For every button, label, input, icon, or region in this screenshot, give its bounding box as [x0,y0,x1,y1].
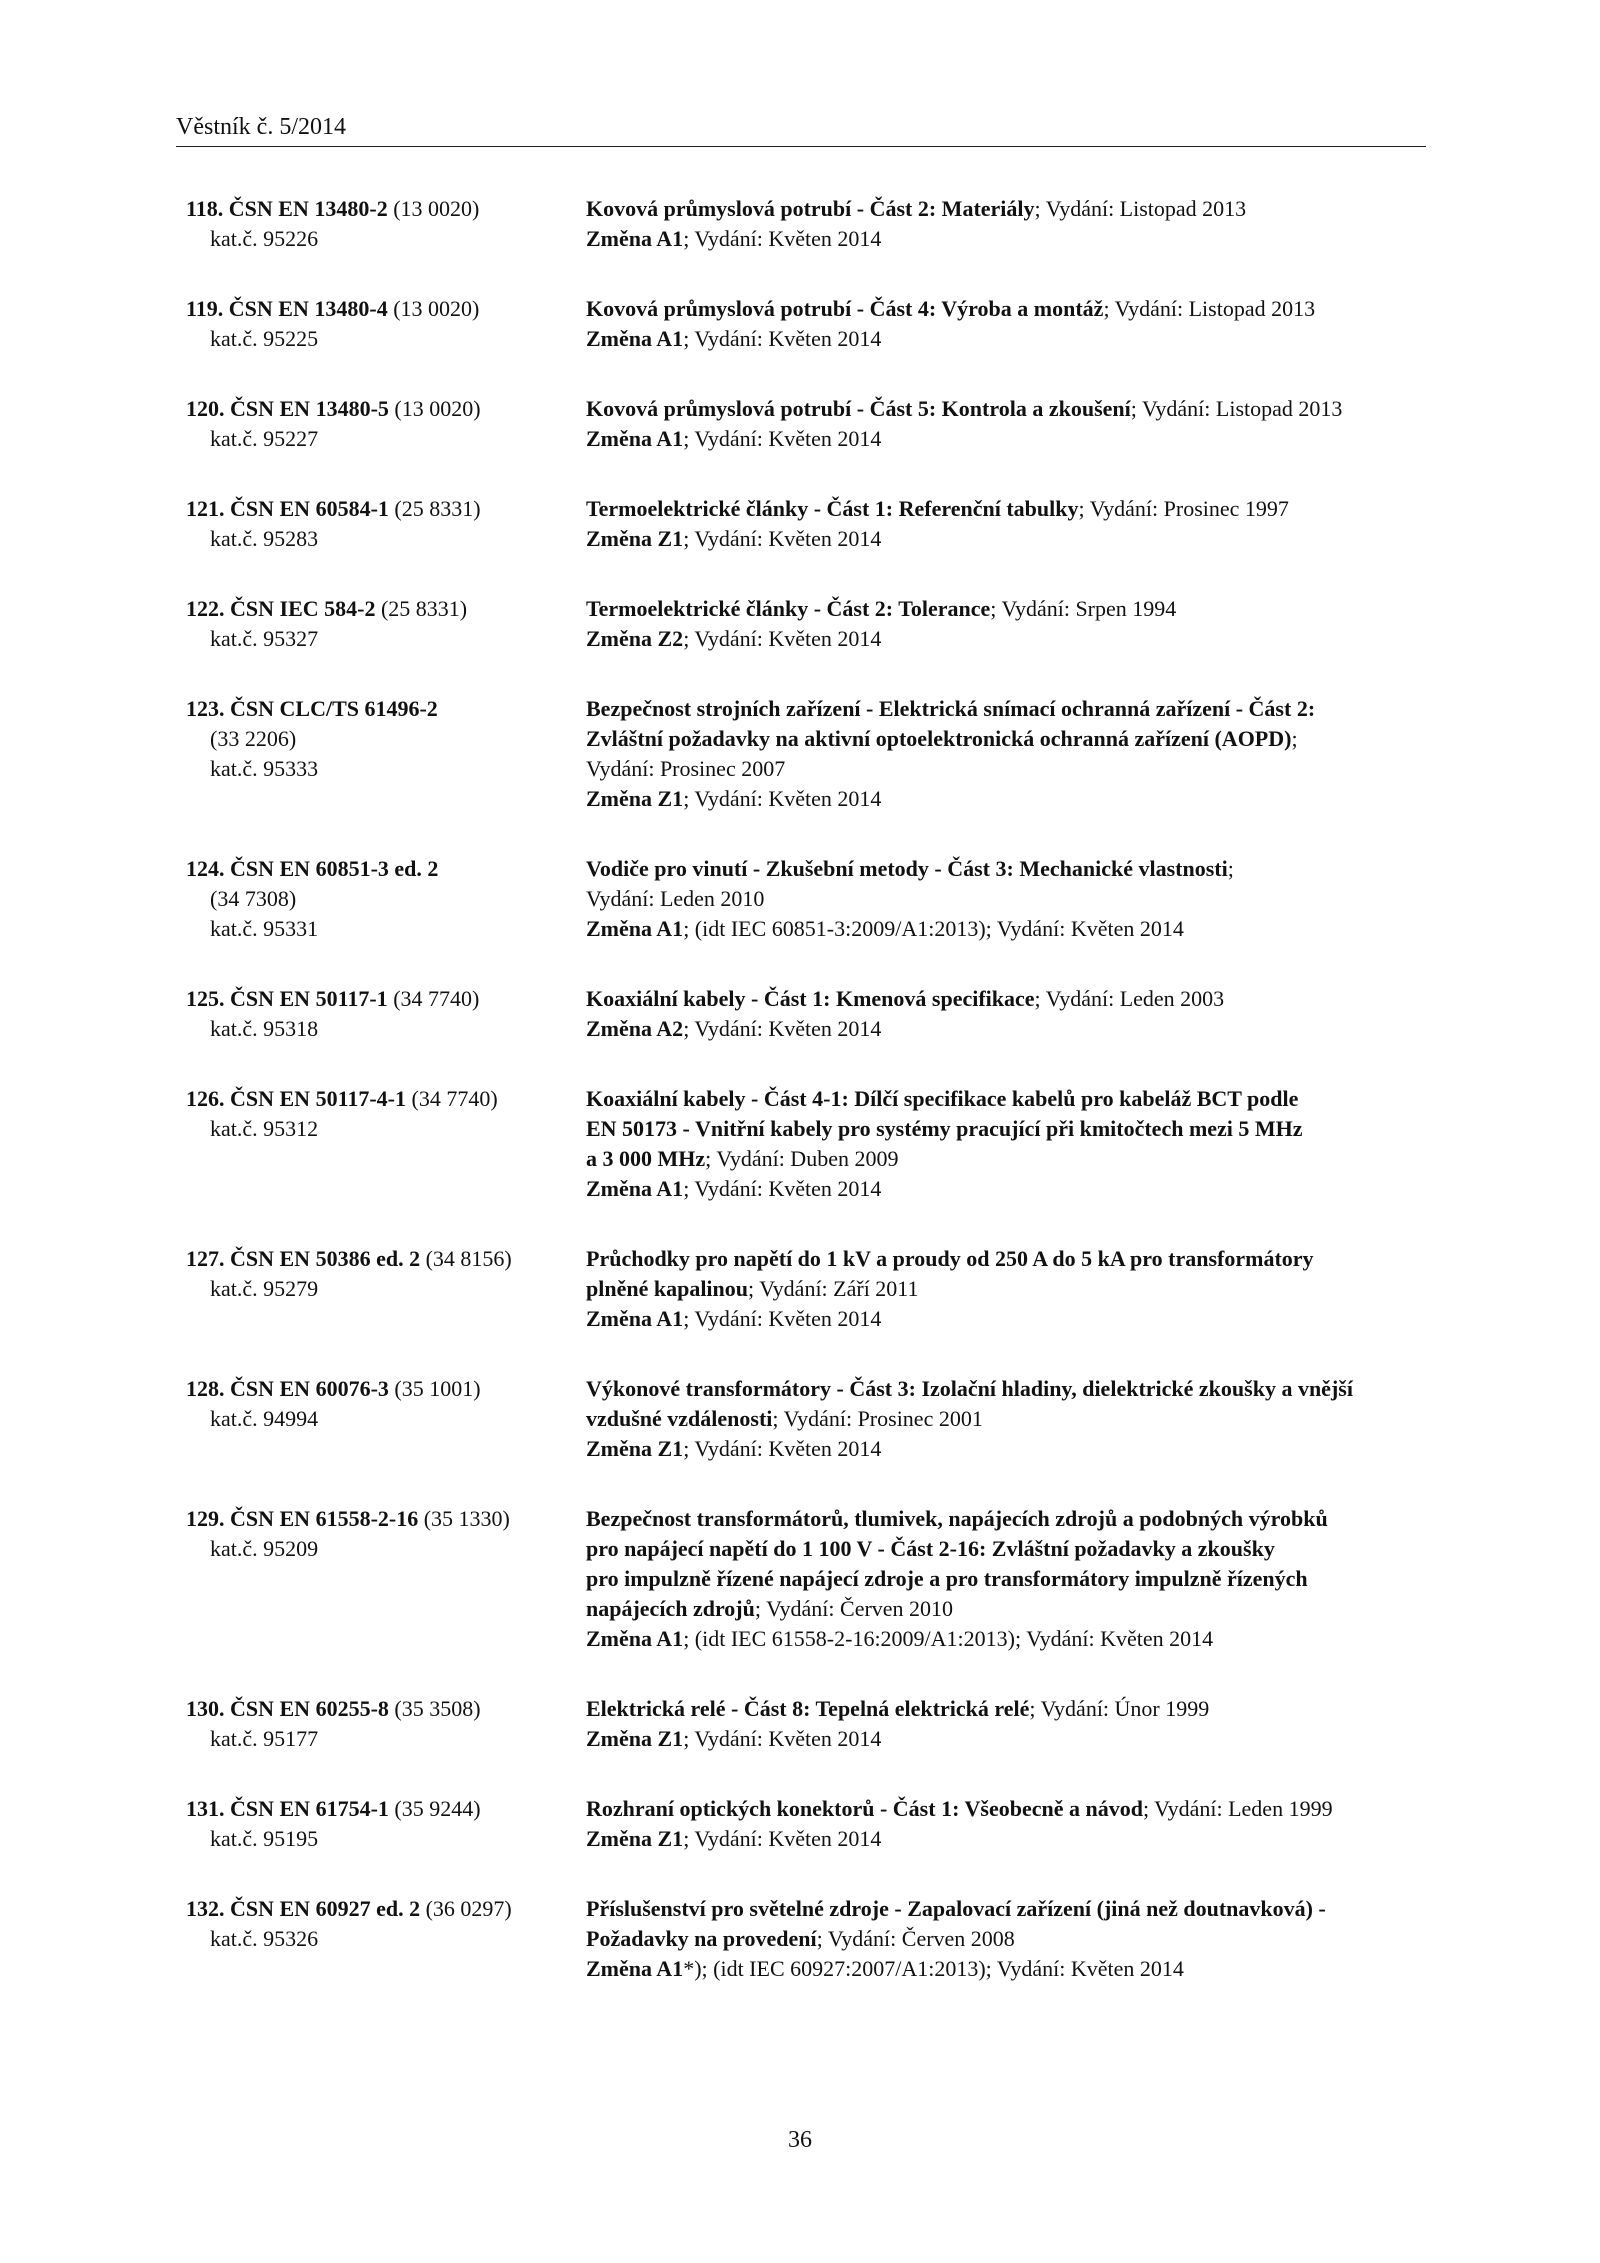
entry-number: 118. [186,196,224,221]
title-text: Změna A1 [586,426,684,451]
standard-entry [186,1244,1426,1334]
catalog-number: kat.č. 95331 [210,916,319,941]
page-number: 36 [788,2127,812,2153]
standard-identifier [186,854,586,944]
classification-number: (13 0020) [393,196,480,221]
title-text: Kovová průmyslová potrubí - Část 2: Materiály [586,196,1035,221]
description-line [586,394,1426,424]
title-text: Změna A1 [586,1176,684,1201]
catalog-number: kat.č. 94994 [210,1406,319,1431]
standard-code: ČSN EN 50386 ed. 2 [230,1246,421,1271]
standard-identifier [186,984,586,1044]
standard-identifier [186,1694,586,1754]
description-line [586,1694,1426,1724]
description-line [586,1434,1426,1464]
description-line [586,294,1426,324]
entry-number: 129. [186,1506,225,1531]
title-text: napájecích zdrojů [586,1596,755,1621]
standard-code-line [186,194,586,224]
entry-number: 132. [186,1896,225,1921]
catalog-number: kat.č. 95226 [210,226,319,251]
standards-list [186,194,1426,2024]
edition-text: ; Vydání: Prosinec 1997 [1078,496,1289,521]
edition-text: Vydání: Prosinec 2007 [586,756,786,781]
edition-text: ; Vydání: Květen 2014 [683,1726,882,1751]
classification-number: (34 7740) [393,986,480,1011]
title-text: Změna A1 [586,326,684,351]
catalog-number: kat.č. 95318 [210,1016,319,1041]
description-line [586,1404,1426,1434]
description-line [586,424,1426,454]
standard-code-line [186,1694,586,1724]
standard-code: ČSN IEC 584-2 [230,596,376,621]
standard-code-line [186,594,586,624]
standard-entry [186,984,1426,1044]
description-line [586,624,1426,654]
classification-number: (35 3508) [394,1696,481,1721]
classification-number: (35 1001) [394,1376,481,1401]
standard-description [586,494,1426,554]
edition-text: Vydání: Leden 2010 [586,886,765,911]
standard-code: ČSN EN 50117-4-1 [230,1086,407,1111]
edition-text: ; Vydání: Květen 2014 [683,786,882,811]
entry-number: 120. [186,396,225,421]
standard-code-line [186,494,586,524]
description-line [586,224,1426,254]
title-text: Elektrická relé - Část 8: Tepelná elektrická relé [586,1696,1030,1721]
description-line [586,984,1426,1014]
description-line [586,1624,1426,1654]
description-line [586,1114,1426,1144]
edition-text: ; Vydání: Prosinec 2001 [772,1406,983,1431]
title-text: Změna Z1 [586,1826,684,1851]
standard-identifier [186,1894,586,1984]
standard-description [586,1504,1426,1654]
edition-text: ; Vydání: Květen 2014 [683,1436,882,1461]
title-text: vzdušné vzdálenosti [586,1406,773,1431]
standard-identifier [186,1374,586,1464]
entry-number: 124. [186,856,225,881]
standard-code: ČSN EN 13480-5 [230,396,389,421]
classification-number: (25 8331) [380,596,468,621]
classification-number: (13 0020) [394,396,481,421]
standard-code-line [186,394,586,424]
entry-number: 127. [186,1246,225,1271]
edition-text: ; Vydání: Květen 2014 [683,1306,882,1331]
standard-description [586,1244,1426,1334]
standard-entry [186,1504,1426,1654]
edition-text: ; Vydání: Září 2011 [748,1276,919,1301]
title-text: Rozhraní optických konektorů - Část 1: Všeobecně a návod [586,1796,1143,1821]
standard-code: ČSN EN 60076-3 [230,1376,389,1401]
title-text: Kovová průmyslová potrubí - Část 5: Kontrola a zkoušení [586,396,1131,421]
description-line [586,1564,1426,1594]
standard-description [586,1374,1426,1464]
edition-text: ; Vydání: Červen 2010 [754,1596,954,1621]
description-line [586,1954,1426,1984]
title-text: Změna A1 [586,1306,684,1331]
title-text: Příslušenství pro světelné zdroje - Zapalovací zařízení (jiná než doutnavková) - [586,1896,1326,1921]
catalog-number: kat.č. 95177 [210,1726,319,1751]
catalog-number: kat.č. 95209 [210,1536,319,1561]
classification-number: (36 0297) [425,1896,512,1921]
standard-description [586,194,1426,254]
description-line [586,1594,1426,1624]
standard-description [586,1084,1426,1204]
description-line [586,1504,1426,1534]
edition-text: ; (idt IEC 60851-3:2009/A1:2013); Vydání: Květen 2014 [683,916,1184,941]
title-text: Změna Z1 [586,786,684,811]
description-line [586,594,1426,624]
standard-entry [186,1794,1426,1854]
standard-entry [186,294,1426,354]
standard-identifier [186,1794,586,1854]
page-header [176,112,1426,147]
standard-description [586,984,1426,1044]
standard-identifier [186,694,586,814]
classification-number: (25 8331) [394,496,481,521]
classification-number: (34 8156) [425,1246,512,1271]
edition-text: ; Vydání: Květen 2014 [683,626,882,651]
description-line [586,1374,1426,1404]
standard-code: ČSN EN 13480-2 [228,196,388,221]
description-line [586,194,1426,224]
edition-text: ; Vydání: Květen 2014 [683,526,882,551]
standard-code-line [186,694,586,724]
catalog-number: kat.č. 95283 [210,526,319,551]
edition-text: ; Vydání: Květen 2014 [683,1176,882,1201]
title-text: Termoelektrické články - Část 1: Referenční tabulky [586,496,1079,521]
title-text: Vodiče pro vinutí - Zkušební metody - Část 3: Mechanické vlastnosti [586,856,1228,881]
standard-code: ČSN EN 50117-1 [230,986,388,1011]
title-text: Kovová průmyslová potrubí - Část 4: Výroba a montáž [586,296,1104,321]
title-text: Bezpečnost strojních zařízení - Elektrická snímací ochranná zařízení - Část 2: [586,696,1316,721]
standard-entry [186,194,1426,254]
standard-identifier [186,1244,586,1334]
standard-code: ČSN EN 60851-3 ed. 2 [230,856,439,881]
bulletin-title: Věstník č. 5/2014 [176,114,346,140]
classification-number: (35 1330) [423,1506,510,1531]
edition-text: ; Vydání: Srpen 1994 [990,596,1177,621]
edition-text: ; Vydání: Květen 2014 [683,426,882,451]
standard-code: ČSN EN 61754-1 [230,1796,389,1821]
description-line [586,1534,1426,1564]
standard-description [586,854,1426,944]
description-line [586,1274,1426,1304]
title-text: Termoelektrické články - Část 2: Tolerance [586,596,991,621]
standard-code: ČSN EN 61558-2-16 [230,1506,419,1531]
edition-text: ; Vydání: Květen 2014 [683,1826,882,1851]
title-text: Změna A1 [586,1956,684,1981]
edition-text: ; Vydání: Listopad 2013 [1034,196,1247,221]
title-text: Změna A1 [586,1626,684,1651]
standard-description [586,294,1426,354]
catalog-number: kat.č. 95327 [210,626,319,651]
standard-entry [186,1374,1426,1464]
standard-description [586,594,1426,654]
title-text: Výkonové transformátory - Část 3: Izolační hladiny, dielektrické zkoušky a vnější [586,1376,1353,1401]
standard-entry [186,694,1426,814]
edition-text: ; Vydání: Leden 2003 [1034,986,1225,1011]
standard-entry [186,394,1426,454]
standard-code: ČSN CLC/TS 61496-2 [230,696,438,721]
description-line [586,1894,1426,1924]
standard-code-line [186,1794,586,1824]
title-text: Změna A2 [586,1016,684,1041]
standard-code: ČSN EN 60584-1 [230,496,389,521]
description-line [586,524,1426,554]
standard-code-line [186,1504,586,1534]
description-line [586,1244,1426,1274]
standard-code: ČSN EN 60255-8 [230,1696,389,1721]
edition-text: ; Vydání: Květen 2014 [683,326,882,351]
description-line [586,1144,1426,1174]
edition-text: ; [1227,856,1234,881]
description-line [586,1924,1426,1954]
standard-code-line [186,1894,586,1924]
standard-code-line [186,984,586,1014]
edition-text: ; Vydání: Únor 1999 [1029,1696,1210,1721]
standard-identifier [186,1084,586,1204]
edition-text: ; Vydání: Listopad 2013 [1103,296,1316,321]
edition-text: ; Vydání: Květen 2014 [683,226,882,251]
title-text: Zvláštní požadavky na aktivní optoelektronická ochranná zařízení (AOPD) [586,726,1292,751]
catalog-number: kat.č. 95195 [210,1826,319,1851]
catalog-number: kat.č. 95227 [210,426,319,451]
description-line [586,1304,1426,1334]
entry-number: 121. [186,496,225,521]
classification-number: (34 7740) [411,1086,498,1111]
standard-description [586,694,1426,814]
edition-text: ; Vydání: Červen 2008 [816,1926,1015,1951]
description-line [586,694,1426,724]
title-text: Požadavky na provedení [586,1926,817,1951]
description-line [586,1014,1426,1044]
description-line [586,854,1426,884]
description-line [586,754,1426,784]
title-text: Změna Z1 [586,1726,684,1751]
standard-description [586,1694,1426,1754]
description-line [586,1794,1426,1824]
catalog-number: kat.č. 95225 [210,326,319,351]
standard-identifier [186,594,586,654]
entry-number: 126. [186,1086,225,1111]
entry-number: 122. [186,596,225,621]
title-text: Koaxiální kabely - Část 4-1: Dílčí specifikace kabelů pro kabeláž BCT podle [586,1086,1299,1111]
description-line [586,324,1426,354]
description-line [586,1174,1426,1204]
title-text: pro impulzně řízené napájecí zdroje a pro transformátory impulzně řízených [586,1566,1308,1591]
classification-number: (35 9244) [394,1796,481,1821]
edition-text: ; Vydání: Leden 1999 [1142,1796,1333,1821]
title-text: a 3 000 MHz [586,1146,706,1171]
standard-identifier [186,494,586,554]
title-text: Průchodky pro napětí do 1 kV a proudy od 250 A do 5 kA pro transformátory [586,1246,1314,1271]
standard-description [586,1894,1426,1984]
standard-code: ČSN EN 13480-4 [228,296,388,321]
catalog-number: kat.č. 95312 [210,1116,319,1141]
title-text: Koaxiální kabely - Část 1: Kmenová specifikace [586,986,1035,1011]
standard-entry [186,1694,1426,1754]
entry-number: 130. [186,1696,225,1721]
entry-number: 131. [186,1796,225,1821]
standard-description [586,1794,1426,1854]
standard-entry [186,1084,1426,1204]
description-line [586,784,1426,814]
classification-number: (13 0020) [393,296,480,321]
classification-number: (34 7308) [210,886,297,911]
title-text: Bezpečnost transformátorů, tlumivek, napájecích zdrojů a podobných výrobků [586,1506,1328,1531]
description-line [586,1084,1426,1114]
standard-code-line [186,854,586,884]
standard-code-line [186,1374,586,1404]
edition-text: ; Vydání: Listopad 2013 [1130,396,1343,421]
title-text: Změna Z1 [586,526,684,551]
standard-code: ČSN EN 60927 ed. 2 [230,1896,421,1921]
standard-entry [186,594,1426,654]
standard-identifier [186,394,586,454]
standard-identifier [186,194,586,254]
edition-text: ; (idt IEC 61558-2-16:2009/A1:2013); Vydání: Květen 2014 [683,1626,1214,1651]
entry-number: 123. [186,696,225,721]
standard-code-line [186,294,586,324]
standard-entry [186,854,1426,944]
catalog-number: kat.č. 95279 [210,1276,319,1301]
entry-number: 125. [186,986,225,1011]
standard-entry [186,494,1426,554]
catalog-number: kat.č. 95333 [210,756,319,781]
standard-identifier [186,1504,586,1654]
description-line [586,494,1426,524]
classification-number: (33 2206) [210,726,297,751]
title-text: Změna A1 [586,916,684,941]
entry-number: 119. [186,296,224,321]
title-text: Změna Z1 [586,1436,684,1461]
entry-number: 128. [186,1376,225,1401]
edition-text: ; Vydání: Květen 2014 [683,1016,882,1041]
description-line [586,1724,1426,1754]
edition-text: ; Vydání: Duben 2009 [705,1146,899,1171]
standard-code-line [186,1244,586,1274]
standard-identifier [186,294,586,354]
edition-text: *); (idt IEC 60927:2007/A1:2013); Vydání: Květen 2014 [683,1956,1184,1981]
standard-code-line [186,1084,586,1114]
title-text: pro napájecí napětí do 1 100 V - Část 2-16: Zvláštní požadavky a zkoušky [586,1536,1275,1561]
description-line [586,1824,1426,1854]
standard-entry [186,1894,1426,1984]
standard-description [586,394,1426,454]
title-text: plněné kapalinou [586,1276,749,1301]
description-line [586,884,1426,914]
title-text: EN 50173 - Vnitřní kabely pro systémy pracující při kmitočtech mezi 5 MHz [586,1116,1303,1141]
description-line [586,914,1426,944]
description-line [586,724,1426,754]
catalog-number: kat.č. 95326 [210,1926,319,1951]
title-text: Změna Z2 [586,626,684,651]
edition-text: ; [1291,726,1298,751]
title-text: Změna A1 [586,226,684,251]
